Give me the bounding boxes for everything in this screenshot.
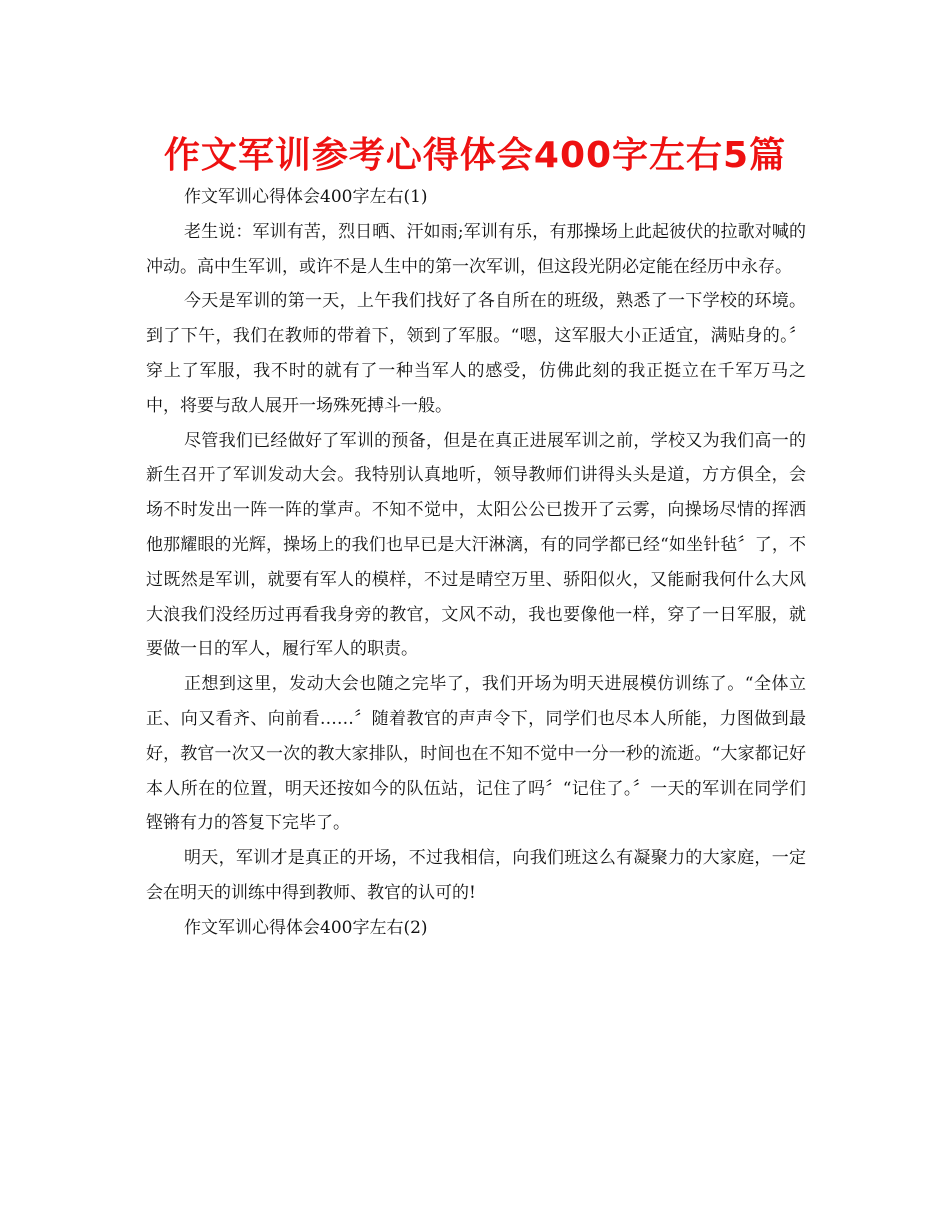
paragraph-1: 老生说：军训有苦，烈日晒、汗如雨;军训有乐，有那操场上此起彼伏的拉歌对喊的冲动。高中生军训，或许不是人生中的第一次军训，但这段光阴必定能在经历中永存。 bbox=[146, 221, 806, 277]
paragraph-2: 今天是军训的第一天，上午我们找好了各自所在的班级，熟悉了一下学校的环境。到了下午，我们在教师的带着下，领到了军服。“嗯，这军服大小正适宜，满贴身的。〞穿上了军服，我不时的就有了一种当军人的感受，仿佛此刻的我正挺立在千军万马之中，将要与敌人展开一场殊死搏斗一般。 bbox=[146, 291, 806, 416]
paragraph-3: 尽管我们已经做好了军训的预备，但是在真正进展军训之前，学校又为我们高一的新生召开了军训发动大会。我特别认真地听，领导教师们讲得头头是道，方方俱全，会场不时发出一阵一阵的掌声。不知不觉中，太阳公公已拨开了云雾，向操场尽情的挥洒他那耀眼的光辉，操场上的我们也早已是大汗淋漓，有的同学都已经“如坐针毡〞了，不过既然是军训，就要有军人的模样，不过是晴空万里、骄阳似火，又能耐我何什么大风大浪我们没经历过再看我身旁的教官，文风不动，我也要像他一样，穿了一日军服，就要做一日的军人，履行军人的职责。 bbox=[146, 430, 806, 660]
paragraph-4: 正想到这里，发动大会也随之完毕了，我们开场为明天进展模仿训练了。“全体立正、向又看齐、向前看……〞随着教官的声声令下，同学们也尽本人所能，力图做到最好，教官一次又一次的教大家排队，时间也在不知不觉中一分一秒的流逝。“大家都记好本人所在的位置，明天还按如今的队伍站，记住了吗〞“记住了。〞一天的军训在同学们铿锵有力的答复下完毕了。 bbox=[146, 674, 806, 834]
document-title: 作文军训参考心得体会400字左右5篇 bbox=[163, 135, 787, 176]
document-body bbox=[146, 180, 806, 946]
section-heading-1: 作文军训心得体会400字左右(1) bbox=[184, 187, 428, 207]
paragraph-5: 明天，军训才是真正的开场，不过我相信，向我们班这么有凝聚力的大家庭，一定会在明天的训练中得到教师、教官的认可的! bbox=[146, 848, 806, 903]
section-heading-2: 作文军训心得体会400字左右(2) bbox=[184, 917, 428, 938]
